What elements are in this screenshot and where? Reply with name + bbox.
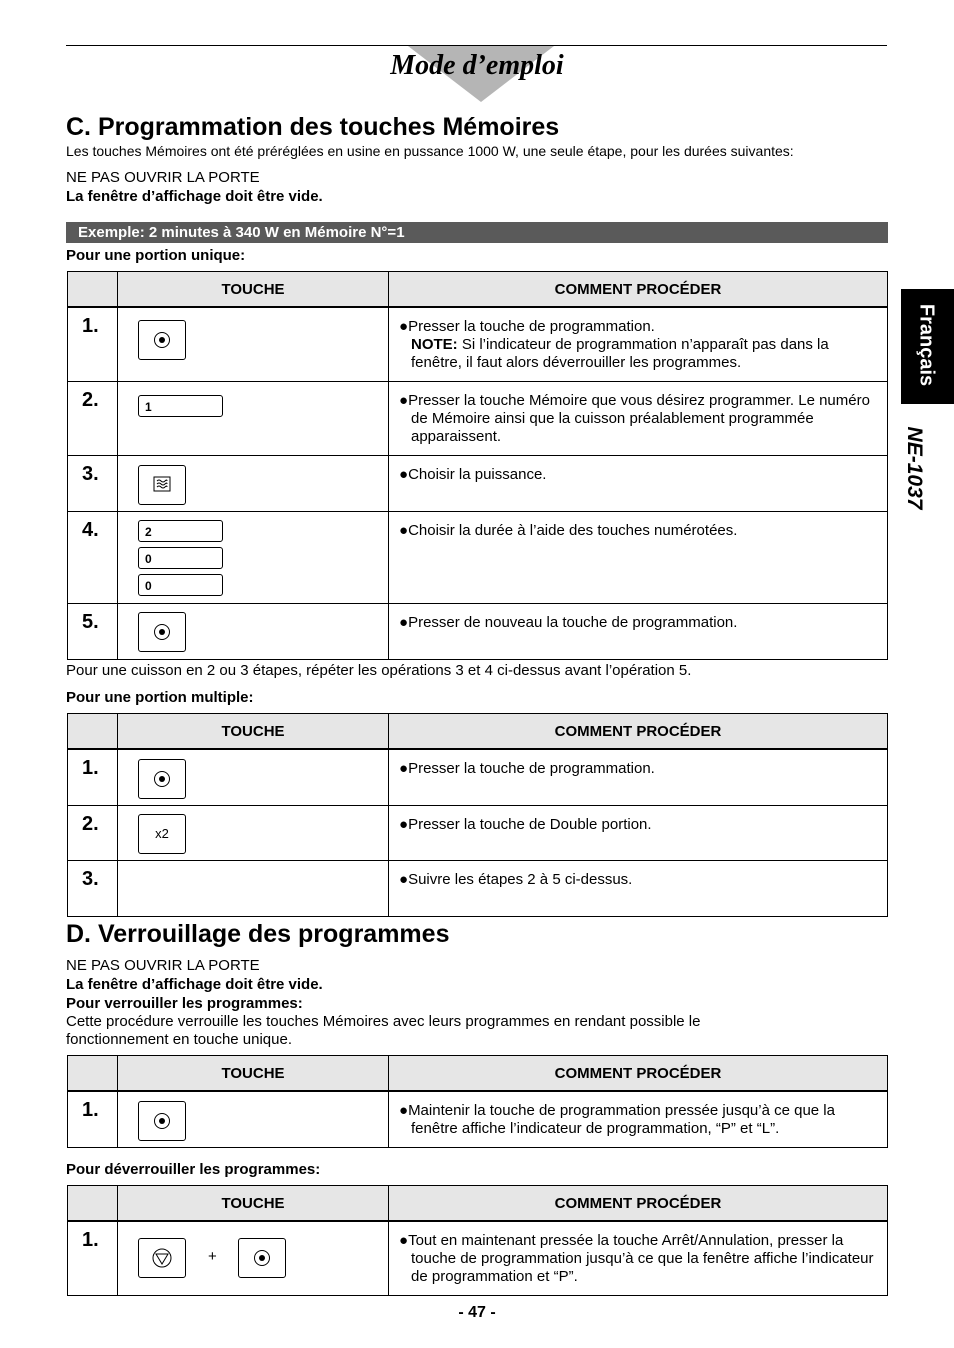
program-key[interactable] bbox=[138, 1101, 186, 1141]
col-how-header: COMMENT PROCÉDER bbox=[389, 714, 888, 750]
double-portion-key[interactable]: x2 bbox=[138, 814, 186, 854]
number-key-0[interactable]: 0 bbox=[138, 547, 223, 569]
table-row: 5. ●Presser de nouveau la touche de programmation. bbox=[68, 603, 888, 659]
single-portion-label: Pour une portion unique: bbox=[66, 247, 246, 264]
col-key-header: TOUCHE bbox=[118, 714, 389, 750]
table-row: 2. 1 ●Presser la touche Mémoire que vous désirez programmer. Le numéro de Mémoire ainsi que la cuisson préalablement programmée apparaissent. bbox=[68, 381, 888, 455]
memory-key-1[interactable]: 1 bbox=[138, 395, 223, 417]
display-note: La fenêtre d’affichage doit être vide. bbox=[66, 976, 323, 993]
model-label: NE-1037 bbox=[903, 426, 926, 510]
program-icon bbox=[154, 1113, 170, 1129]
bullet-icon: ● bbox=[399, 318, 409, 335]
lock-label: Pour verrouiller les programmes: bbox=[66, 995, 303, 1012]
program-icon bbox=[154, 624, 170, 640]
single-portion-table bbox=[67, 271, 888, 660]
program-icon bbox=[154, 332, 170, 348]
bullet-icon: ● bbox=[399, 870, 409, 888]
multi-portion-table bbox=[67, 713, 888, 917]
lock-description: Cette procédure verrouille les touches Mémoires avec leurs programmes en rendant possible le fonctionnement en touche unique. bbox=[66, 1013, 701, 1048]
number-key-0[interactable]: 0 bbox=[138, 574, 223, 596]
multi-step-note: Pour une cuisson en 2 ou 3 étapes, répéter les opérations 3 et 4 ci-dessus avant l’opération 5. bbox=[66, 662, 692, 679]
step-number: 3. bbox=[68, 860, 118, 916]
col-key-header: TOUCHE bbox=[118, 272, 389, 308]
door-warning: NE PAS OUVRIR LA PORTE bbox=[66, 169, 260, 186]
step-number: 5. bbox=[68, 603, 118, 659]
col-how-header: COMMENT PROCÉDER bbox=[389, 272, 888, 308]
unlock-table bbox=[67, 1185, 888, 1296]
step-number: 1. bbox=[68, 1091, 118, 1147]
language-label: Français bbox=[915, 303, 938, 387]
stop-icon bbox=[139, 1239, 185, 1277]
table-row: 1. ●Presser la touche de programmation. NOTE: Si l’indicateur de programmation n’apparaît pas dans la fenêtre, il faut alors déverrouiller les programmes. bbox=[68, 307, 888, 381]
bullet-icon: ● bbox=[399, 391, 409, 409]
col-key-header: TOUCHE bbox=[118, 1186, 389, 1222]
power-icon bbox=[139, 466, 185, 504]
bullet-icon: ● bbox=[399, 613, 409, 631]
table-row: 1. ●Maintenir la touche de programmation pressée jusqu’à ce que la fenêtre affiche l’indicateur de programmation, “P” et “L”. bbox=[68, 1091, 888, 1147]
table-row: 1. ●Presser la touche de programmation. bbox=[68, 749, 888, 805]
page-title: Mode d’emploi bbox=[390, 50, 564, 81]
table-row: 4. 2 0 0 ●Choisir la durée à l’aide des touches numérotées. bbox=[68, 511, 888, 603]
power-key[interactable] bbox=[138, 465, 186, 505]
step-number: 1. bbox=[68, 307, 118, 381]
bullet-icon: ● bbox=[399, 815, 409, 833]
section-c-intro: Les touches Mémoires ont été préréglées en usine en pussance 1000 W, une seule étape, pour les durées suivantes: bbox=[66, 143, 794, 159]
plus-sign: + bbox=[208, 1248, 217, 1265]
program-key[interactable] bbox=[138, 320, 186, 360]
step-number: 3. bbox=[68, 455, 118, 511]
table-row: 1. + ●Tout en maintenant pressée la touche Arrêt/Annulation, presser la touche de programmation jusqu’à ce que la fenêtre affiche l’indicateur de programmation et “P”. bbox=[68, 1221, 888, 1295]
lock-table bbox=[67, 1055, 888, 1148]
table-row: 3. ●Choisir la puissance. bbox=[68, 455, 888, 511]
bullet-icon: ● bbox=[399, 760, 409, 777]
step-number: 2. bbox=[68, 381, 118, 455]
page-number: - 47 - bbox=[458, 1304, 496, 1321]
step-number: 2. bbox=[68, 805, 118, 860]
program-key[interactable] bbox=[238, 1238, 286, 1278]
table-row: 2. x2 ●Presser la touche de Double portion. bbox=[68, 805, 888, 860]
col-key-header: TOUCHE bbox=[118, 1056, 389, 1092]
program-icon bbox=[254, 1250, 270, 1266]
section-c-title: C. Programmation des touches Mémoires bbox=[66, 113, 560, 141]
number-key-2[interactable]: 2 bbox=[138, 520, 223, 542]
step-number: 1. bbox=[68, 749, 118, 805]
program-key[interactable] bbox=[138, 612, 186, 652]
bullet-icon: ● bbox=[399, 1232, 409, 1249]
program-key[interactable] bbox=[138, 759, 186, 799]
multi-portion-label: Pour une portion multiple: bbox=[66, 689, 254, 706]
col-how-header: COMMENT PROCÉDER bbox=[389, 1056, 888, 1092]
col-how-header: COMMENT PROCÉDER bbox=[389, 1186, 888, 1222]
example-bar: Exemple: 2 minutes à 340 W en Mémoire N°=1 bbox=[66, 222, 888, 243]
door-warning: NE PAS OUVRIR LA PORTE bbox=[66, 957, 260, 974]
display-note: La fenêtre d’affichage doit être vide. bbox=[66, 188, 323, 205]
table-row: 3. ●Suivre les étapes 2 à 5 ci-dessus. bbox=[68, 860, 888, 916]
step-number: 4. bbox=[68, 511, 118, 603]
bullet-icon: ● bbox=[399, 521, 409, 539]
program-icon bbox=[154, 771, 170, 787]
stop-cancel-key[interactable] bbox=[138, 1238, 186, 1278]
bullet-icon: ● bbox=[399, 1102, 409, 1119]
unlock-label: Pour déverrouiller les programmes: bbox=[66, 1161, 321, 1178]
section-d-title: D. Verrouillage des programmes bbox=[66, 920, 450, 948]
bullet-icon: ● bbox=[399, 465, 409, 483]
step-number: 1. bbox=[68, 1221, 118, 1295]
